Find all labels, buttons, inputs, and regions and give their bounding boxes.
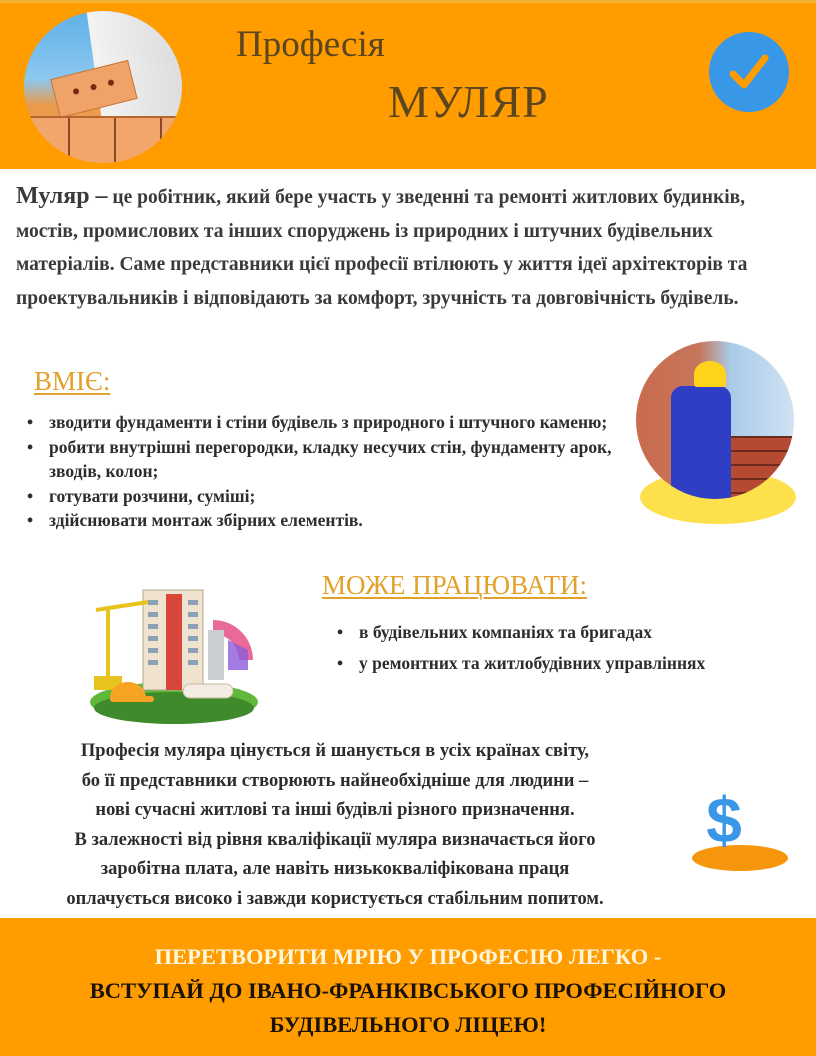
list-item: • в будівельних компаніях та бригадах xyxy=(335,617,795,648)
skills-heading: ВМІЄ: xyxy=(34,366,111,396)
list-item: • у ремонтних та житлобудівних управліннях xyxy=(335,648,795,679)
worker-photo xyxy=(636,341,794,499)
closing-line: нові сучасні житлові та інші будівлі різного призначення. xyxy=(95,800,575,821)
intro-paragraph xyxy=(16,180,806,315)
intro-text: це робітник, який бере участь у зведенні та ремонті житлових будинків, мостів, промислових та інших споруджень із природних і штучних будівельних матеріалів. Саме представники цієї професії втілюють у життя ідеї архітекторів та проектувальників і відповідають за комфорт, зручність та довговічність будівель. xyxy=(16,187,748,309)
closing-line: оплачується високо і завжди користується стабільним попитом. xyxy=(66,888,604,909)
intro-lead: Муляр – xyxy=(16,183,108,209)
footer-slogan: ПЕРЕТВОРИТИ МРІЮ У ПРОФЕСІЮ ЛЕГКО - xyxy=(154,944,662,969)
work-places-list xyxy=(335,617,795,679)
work-places-heading: МОЖЕ ПРАЦЮВАТИ: xyxy=(322,570,588,600)
bricklayer-photo xyxy=(24,11,182,163)
footer-call-to-action: ВСТУПАЙ ДО ІВАНО-ФРАНКІВСЬКОГО ПРОФЕСІЙНОГО xyxy=(89,978,727,1003)
skills-list xyxy=(25,410,625,533)
closing-line: Професія муляра цінується й шанується в усіх країнах світу, xyxy=(80,741,590,761)
title-bricklayer: МУЛЯР xyxy=(388,76,549,127)
header-banner xyxy=(0,0,816,169)
title-profession: Професія xyxy=(236,24,385,65)
closing-paragraph xyxy=(20,737,650,915)
construction-illustration xyxy=(88,580,260,730)
dollar-icon xyxy=(690,770,790,880)
list-item: • здійснювати монтаж збірних елементів. xyxy=(25,508,625,533)
list-item: • робити внутрішні перегородки, кладку несучих стін, фундаменту арок, зводів, колон; xyxy=(25,435,625,484)
closing-line: заробітна плата, але навіть низькокваліфікована праця xyxy=(100,859,570,880)
footer-school-name: БУДІВЕЛЬНОГО ЛІЦЕЮ! xyxy=(269,1012,547,1037)
closing-line: бо її представники створюють найнеобхідніше для людини – xyxy=(81,770,589,791)
check-circle-icon xyxy=(709,32,789,112)
footer-banner xyxy=(0,918,816,1056)
list-item: • готувати розчини, суміші; xyxy=(25,484,625,509)
svg-text:$: $ xyxy=(706,784,742,856)
list-item: • зводити фундаменти і стіни будівель з природного і штучного каменю; xyxy=(25,410,625,435)
closing-line: В залежності від рівня кваліфікації муляра визначається його xyxy=(74,829,596,850)
